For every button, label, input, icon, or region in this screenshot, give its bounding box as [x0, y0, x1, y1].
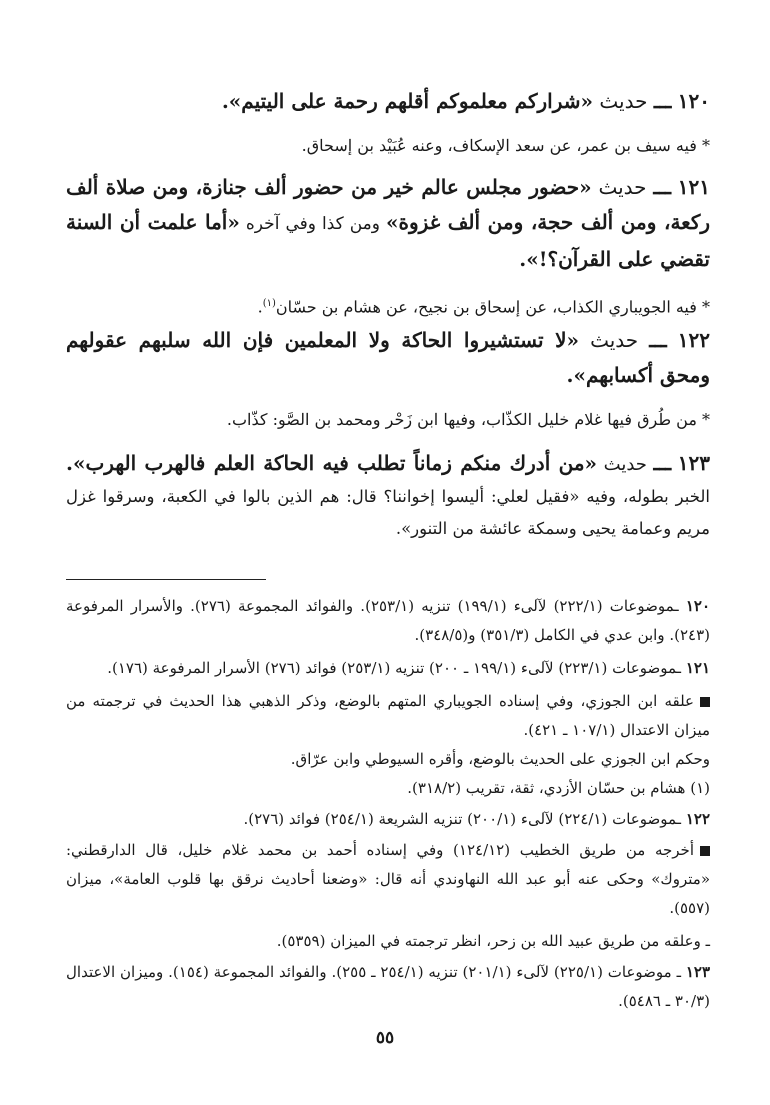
footnote-ref-1: (١) هشام بن حسّان الأزدي، ثقة، تقريب (٣١٨/٢).: [407, 779, 710, 797]
hadith-text-120: [66, 84, 710, 119]
footnote-number: ١٢٠: [685, 597, 710, 615]
entry-121: [66, 170, 710, 322]
footnote-121-remark: [66, 687, 710, 745]
square-bullet-icon: [700, 846, 710, 856]
hadith-quote: «لا تستشيروا الحاكة ولا المعلمين فإن الله سلبهم عقولهم ومحق أكسابهم».: [66, 328, 710, 387]
footnote-rule: [66, 579, 266, 580]
footnote-number: ١٢١: [685, 659, 710, 677]
hadith-connector: ومن كذا وفي آخره: [239, 214, 387, 234]
dash: ـــ: [653, 89, 672, 113]
remark-text: علقه ابن الجوزي، وفي إسناده الجويباري المتهم بالوضع، وذكر الذهبي هذا الحديث في ترجمته من ميزان الاعتدال (١٠٧/١ ـ ٤٢١).: [66, 692, 710, 739]
hadith-text-123: [66, 447, 710, 545]
footnote-121: [66, 654, 710, 683]
entry-122: [66, 323, 710, 435]
hadith-number: ١٢٣: [677, 451, 710, 475]
footnotes: [66, 592, 710, 1016]
hadith-continuation: الخبر بطوله، وفيه «فقيل لعلي: أليسوا إخواننا؟ قال: هم الذين بالوا في الكعبة، وسرقوا غزل مريم وعمامة يحيى وسمكة عائشة من التنور».: [66, 487, 710, 538]
dash: ـــ: [653, 175, 671, 199]
footnote-text: ـموضوعات (٢٢٤/١) لآلىء (٢٠٠/١) تنزيه الشريعة (٢٥٤/١) فوائد (٢٧٦).: [243, 810, 686, 828]
footnote-text: ـموضوعات (٢٢٢/١) لآلىء (١٩٩/١) تنزيه (٢٥٣/١). والفوائد المجموعة (٢٧٦). والأسرار المرفوعة (٢٤٣). وابن عدي في الكامل (٣٥١/٣) و(٣٤٨/٥).: [66, 597, 710, 644]
footnote-122-remark: [66, 836, 710, 923]
footnote-120: [66, 592, 710, 650]
footnote-text: ـموضوعات (٢٢٣/١) لآلىء (١٩٩/١ ـ ٢٠٠) تنزيه (٢٥٣/١) فوائد (٢٧٦) الأسرار المرفوعة (١٧٦).: [107, 659, 686, 677]
note-text: * فيه الجويباري الكذاب، عن إسحاق بن نجيح، عن هشام بن حسّان: [275, 297, 710, 317]
hadith-intro: حديث: [598, 175, 647, 199]
footnote-121-ruling: وحكم ابن الجوزي على الحديث بالوضع، وأقره السيوطي وابن عرّاق.: [290, 750, 710, 768]
hadith-intro: حديث: [599, 89, 648, 113]
hadith-number: ١٢٠: [677, 89, 710, 113]
hadith-text-121: [66, 170, 710, 277]
square-bullet-icon: [700, 697, 710, 707]
hadith-quote-b: «أما علمت أن السنة تقضي على القرآن؟!».: [66, 210, 710, 271]
entry-123: [66, 447, 710, 545]
remark-text: أخرجه من طريق الخطيب (١٢٤/١٢) وفي إسناده أحمد بن محمد غلام خليل، قال الدارقطني: «متروك» وحكى عنه أبو عبد الله النهاوندي أنه قال: «وضعنا أحاديث نرقق بها قلوب العامة»، ميزان (٥٥٧).: [66, 841, 710, 917]
footnote-ref: (١): [262, 298, 276, 309]
page-number: ٥٥: [375, 1028, 395, 1048]
note-end: .: [257, 297, 263, 317]
hadith-quote: «من أدرك منكم زماناً تطلب فيه الحاكة العلم فالهرب الهرب».: [66, 451, 598, 475]
hadith-note-120: * فيه سيف بن عمر، عن سعد الإسكاف، وعنه عُبَيْد بن إسحاق.: [301, 136, 710, 155]
hadith-quote: «شراركم معلموكم أقلهم رحمة على اليتيم».: [221, 89, 594, 113]
footnote-number: ١٢٣: [685, 963, 711, 981]
hadith-text-122: [66, 323, 710, 393]
hadith-note-121: [66, 289, 710, 322]
footnote-122-extra: ـ وعلقه من طريق عبيد الله بن زحر، انظر ترجمته في الميزان (٥٣٥٩).: [276, 932, 710, 950]
entry-120: [66, 84, 710, 161]
dash: ـــ: [653, 451, 672, 475]
hadith-number: ١٢٢: [677, 328, 711, 352]
footnote-122: [66, 805, 710, 834]
hadith-quote: «حضور مجلس عالم خير من حضور ألف جنازة، ومن صلاة ألف ركعة، ومن ألف حجة، ومن ألف غزوة»: [66, 175, 710, 234]
footnote-123: [66, 958, 710, 1016]
footnote-text: ـ موضوعات (٢٢٥/١) لآلىء (٢٠١/١) تنزيه (٢٥٤/١ ـ ٢٥٥). والفوائد المجموعة (١٥٤). وميزان الاعتدال (٣٠/٣ ـ ٥٤٨٦).: [66, 963, 710, 1010]
hadith-intro: حديث: [603, 454, 647, 475]
hadith-number: ١٢١: [677, 175, 711, 199]
hadith-intro: حديث: [590, 328, 639, 352]
footnote-number: ١٢٢: [685, 810, 710, 828]
hadith-note-122: * من طُرق فيها غلام خليل الكذّاب، وفيها ابن زَحْر ومحمد بن الصَّو: كذّاب.: [226, 410, 710, 429]
dash: ـــ: [649, 328, 667, 352]
